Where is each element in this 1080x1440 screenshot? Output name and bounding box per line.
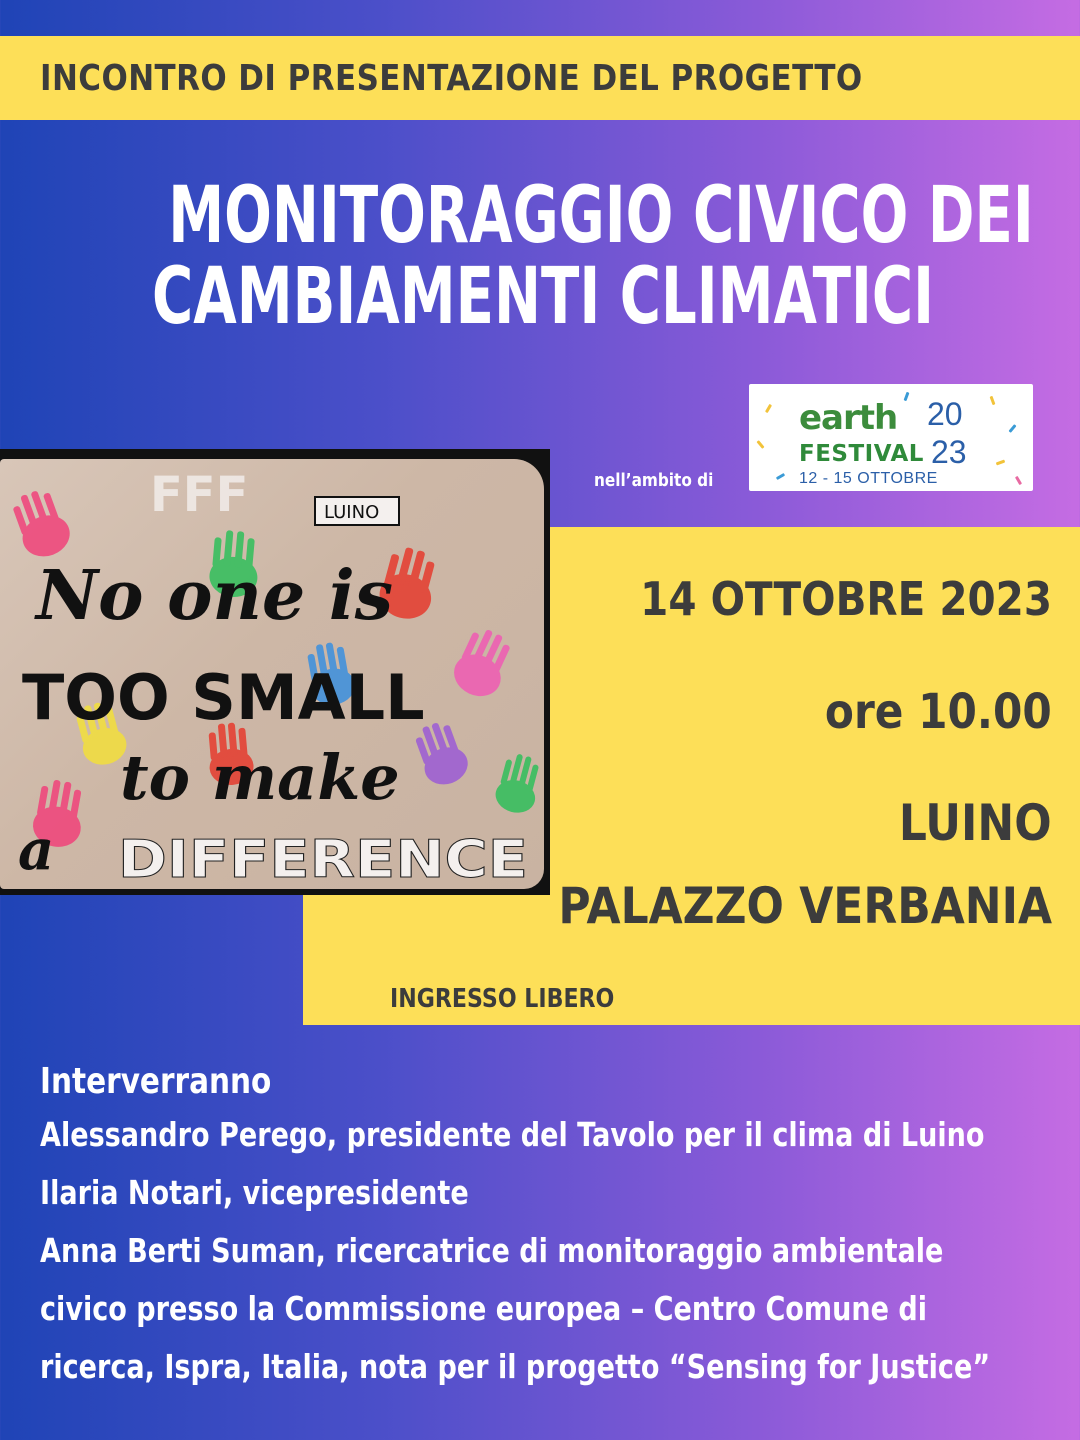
speakers-section	[40, 1058, 1080, 1396]
event-venue: PALAZZO VERBANIA	[558, 877, 1052, 935]
logo-dates: 12 - 15 OTTOBRE	[799, 470, 938, 487]
sign-fff: FFF	[150, 467, 249, 523]
speaker-line: Anna Berti Suman, ricercatrice di monitoraggio ambientale	[40, 1231, 944, 1270]
main-title-line-2: CAMBIAMENTI CLIMATICI	[152, 252, 934, 342]
festival-prefix: nell’ambito di	[594, 470, 714, 491]
logo-earth-word: earth	[799, 398, 898, 438]
main-title-line-1: MONITORAGGIO CIVICO DEI	[168, 171, 1034, 261]
header-band	[0, 36, 1080, 120]
sign-line-1: No one is	[36, 556, 394, 636]
sign-line-4b: DIFFERENCE	[118, 830, 528, 890]
sign-line-3: to make	[120, 741, 400, 814]
event-time: ore 10.00	[825, 684, 1052, 740]
event-date: 14 OTTOBRE 2023	[640, 572, 1052, 626]
protest-sign-photo	[0, 449, 550, 895]
presentation-subtitle: INCONTRO DI PRESENTAZIONE DEL PROGETTO	[40, 58, 863, 99]
logo-festival-word: FESTIVAL	[799, 441, 924, 467]
event-city: LUINO	[899, 794, 1052, 852]
logo-year-top: 20	[927, 396, 963, 432]
free-entry-label: INGRESSO LIBERO	[390, 984, 615, 1014]
earth-festival-logo	[749, 384, 1033, 491]
sign-tag: LUINO	[324, 502, 380, 523]
speaker-line: ricerca, Ispra, Italia, nota per il progetto “Sensing for Justice”	[40, 1347, 991, 1386]
speaker-line: Ilaria Notari, vicepresidente	[40, 1173, 469, 1212]
sign-line-4a: a	[18, 817, 55, 883]
handprints-artwork	[0, 449, 550, 895]
speakers-heading: Interverranno	[40, 1061, 272, 1102]
speaker-line: Alessandro Perego, presidente del Tavolo per il clima di Luino	[40, 1115, 985, 1154]
speaker-line: civico presso la Commissione europea – Centro Comune di	[40, 1289, 928, 1328]
sign-line-2: TOO SMALL	[22, 661, 425, 734]
logo-year-bottom: 23	[931, 434, 967, 470]
